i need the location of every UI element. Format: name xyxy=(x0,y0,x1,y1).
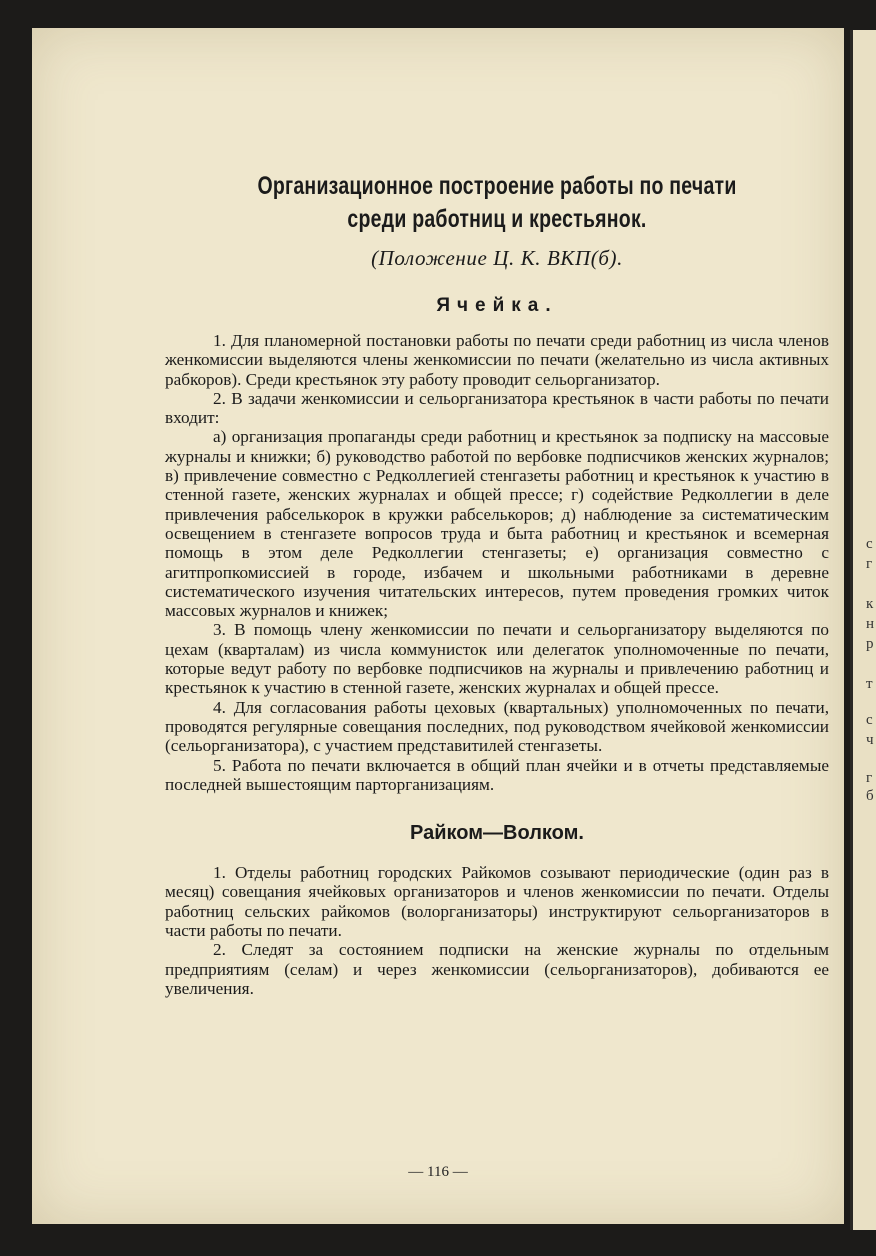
paragraph: 5. Работа по печати включается в общий план ячейки и в отчеты представляемые последней вышестоящим парторганизациям. xyxy=(165,755,829,794)
edge-letter: г xyxy=(866,556,873,572)
paragraph: 1. Для планомерной постановки работы по печати среди работниц из числа членов женкомиссии выделяются члены женкомиссии по печати (желательно из числа активных рабкоров). Среди крестьянок эту работу проводит сельорганизатор. xyxy=(165,331,829,389)
document-subtitle: (Положение Ц. К. ВКП(б). xyxy=(371,246,623,270)
section-heading-raikom: Райком—Волком. xyxy=(410,822,584,845)
page-content xyxy=(165,170,829,998)
edge-letter: с xyxy=(866,536,873,552)
paragraph: 3. В помощь члену женкомиссии по печати и сельорганизатору выделяются по цехам (кварталам) из числа коммунисток или делегаток уполномоченные по печати, которые ведут работу по вербовке подписчиков на журналы и привлечению работниц и крестьянок к участию в стенной газете, женских журналах и общей прессе. xyxy=(165,620,829,698)
page-number: — 116 — xyxy=(408,1164,468,1180)
edge-letter: т xyxy=(866,676,873,692)
edge-letter: н xyxy=(866,616,875,632)
edge-letter: р xyxy=(866,636,874,652)
document-title: Организационное построение работы по печати среди работниц и крестьянок. xyxy=(257,172,737,233)
paragraph: 1. Отделы работниц городских Райкомов созывают периодические (один раз в месяц) совещания ячейковых организаторов и членов женкомиссии по печати. Отделы работниц сельских райкомов (волорганизаторы) инструктируют сельорганизаторов в части работы по печати. xyxy=(165,863,829,941)
edge-letter: б xyxy=(866,788,874,804)
edge-letter: ч xyxy=(866,732,874,748)
paragraph: а) организация пропаганды среди работниц и крестьянок за подписку на массовые журналы и книжки; б) руководство работой по вербовке подписчиков женских журналов; в) привлечение совместно с Редколлегией стенгазеты работниц и крестьянок к участию в стенной газете, женских журналах и общей прессе; г) содействие Редколлегии в деле привлечения рабселькорок в кружки рабселькоров; д) наблюдение за систематическим освещением в стенгазете вопросов труда и быта работниц и крестьянок и всемерная помощь в этом деле Редколлегии стенгазеты; е) организация совместно с агитпропкомиссией в городе, избачем и школьными работниками в деревне систематического изучения читательских интересов, путем проведения громких читок массовых журналов и книжек; xyxy=(165,427,829,621)
section-heading-cell: Ячейка. xyxy=(436,295,558,316)
edge-letter: с xyxy=(866,712,873,728)
edge-letter: г xyxy=(866,770,873,786)
paragraph: 2. Следят за состоянием подписки на женские журналы по отдельным предприятиям (селам) и через женкомиссии (сельорганизаторов), добиваются ее увеличения. xyxy=(165,940,829,998)
edge-letter: к xyxy=(866,596,874,612)
paragraph: 2. В задачи женкомиссии и сельорганизатора крестьянок в части работы по печати входит: xyxy=(165,388,829,428)
paragraph: 4. Для согласования работы цеховых (квартальных) уполномоченных по печати, проводятся регулярные совещания последних, под руководством ячейковой женкомиссии (сельорганизатора), с участием представитилей стенгазеты. xyxy=(165,697,829,756)
